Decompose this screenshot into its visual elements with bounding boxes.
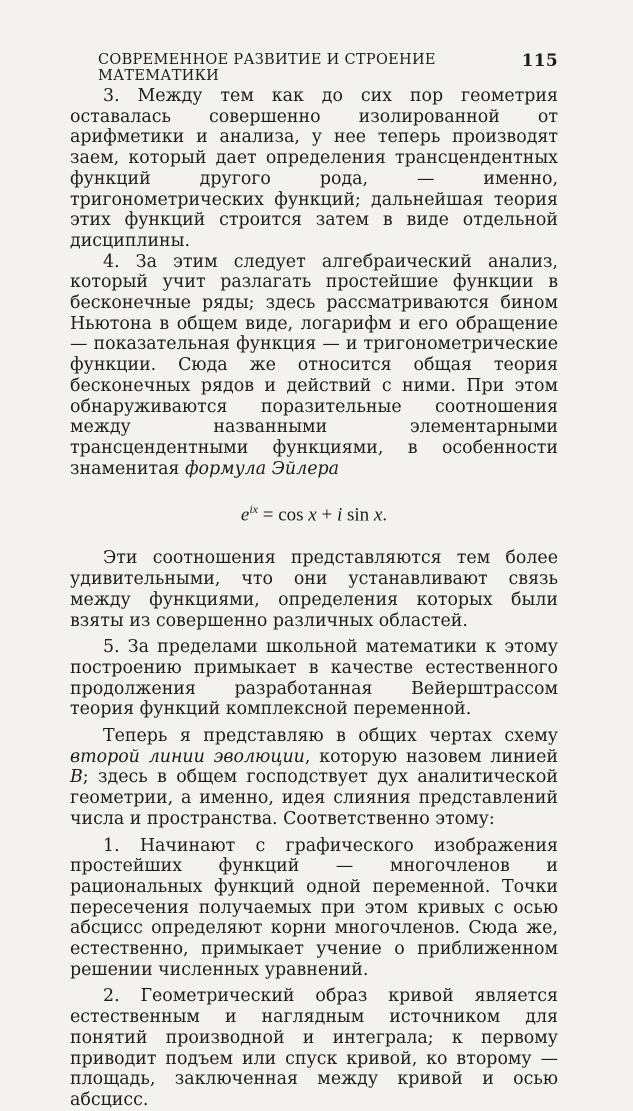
paragraph-5: 5. За пределами школьной математики к этому построению примыкает в качестве естественного продолжения разработанная Вейерштрассом теория функций комплексной переменной.	[70, 637, 558, 720]
formula-end: .	[382, 504, 388, 526]
euler-formula	[70, 499, 558, 526]
formula-rhs1: = cos	[258, 504, 309, 526]
line-b-letter: B	[70, 767, 83, 788]
formula-plus: +	[316, 504, 337, 526]
formula-x2: x	[373, 504, 383, 526]
formula-sin: sin	[342, 504, 374, 526]
formula-i: i	[336, 504, 343, 526]
paragraph-b2: 2. Геометрический образ кривой является естественным и наглядным источником для понятий производной и интеграла; к первому приводит подъем или спуск кривой, ко второму — площадь, заключенная между кривой и осью абсцисс.	[70, 986, 558, 1110]
paragraph-line-b	[70, 726, 558, 830]
paragraph-3: 3. Между тем как до сих пор геометрия оставалась совершенно изолированной от арифметики и анализа, у нее теперь производят заем, который дает определения трансцендентных функций другого рода, — именно, тригонометрических функций; дальнейшая теория этих функций строится затем в виде отдельной дисциплины.	[70, 86, 558, 251]
paragraph-4	[70, 252, 558, 480]
line-b-post2: ; здесь в общем господствует дух аналитической геометрии, а именно, идея слияния представлений числа и пространства. Соответственно этому:	[70, 767, 558, 829]
formula-x1: x	[308, 504, 317, 526]
line-b-italic: второй линии эволюции	[70, 746, 305, 767]
paragraph-b1: 1. Начинают с графического изображения простейших функций — многочленов и рациональных функций одной переменной. Точки пересечения получаемых при этом кривых с осью абсцисс определяют корни многочленов. Сюда же, естественно, примыкает учение о приближенном решении численных уравнений.	[70, 835, 558, 980]
paragraph-4-text: 4. За этим следует алгебраический анализ, который учит разлагать простейшие функции в бесконечные ряды; здесь рассматриваются бином Ньютона в общем виде, логарифм и его обращение — показательная функция — и тригонометрические функции. Сюда же относится общая теория бесконечных рядов и действий с ними. При этом обнаруживаются поразительные соотношения между названными элементарными трансцендентными функциями, в особенности знаменитая	[70, 251, 558, 479]
line-b-post: , которую назовем линией	[304, 746, 558, 767]
formula-base: e	[240, 504, 250, 526]
euler-formula-label: формула Эйлера	[184, 458, 339, 479]
running-title: СОВРЕМЕННОЕ РАЗВИТИЕ И СТРОЕНИЕ МАТЕМАТИКИ	[98, 52, 436, 84]
running-header	[98, 51, 558, 84]
paragraph-relations: Эти соотношения представляются тем более удивительными, что они устанавливают связь между функциями, определения которых были взяты из совершенно различных областей.	[70, 548, 558, 631]
page-number: 115	[521, 51, 558, 71]
formula-exponent: ix	[249, 502, 258, 517]
page-body	[70, 86, 558, 1111]
line-b-pre: Теперь я представляю в общих чертах схему	[103, 726, 558, 747]
